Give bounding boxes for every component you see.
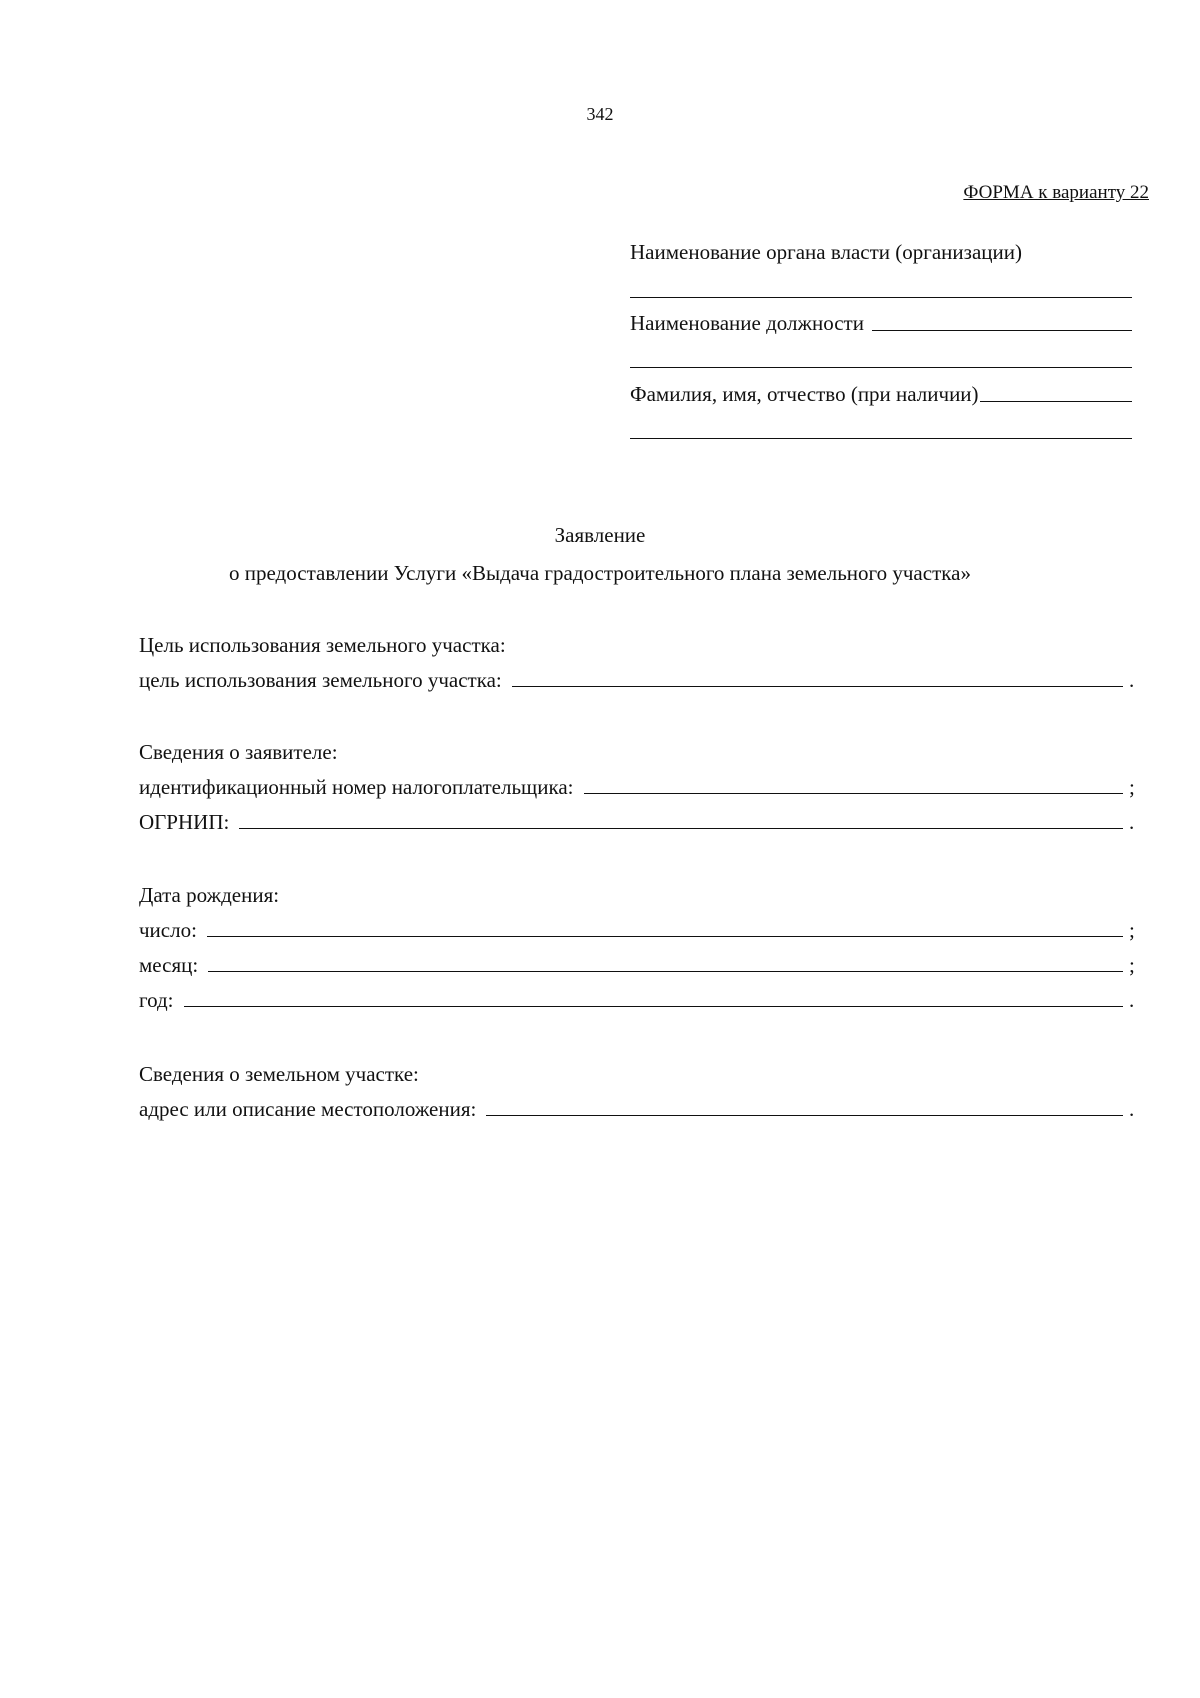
position-field-continuation[interactable] [630,367,1132,368]
month-field[interactable] [208,953,1123,972]
address-field[interactable] [486,1097,1123,1116]
document-subtitle: о предоставлении Услуги «Выдача градостроительного плана земельного участка» [229,561,971,585]
ogrnip-row [139,810,1137,835]
month-row [139,953,1137,978]
day-field[interactable] [207,918,1123,937]
page-number: 342 [586,104,614,124]
inn-end-mark: ; [1129,775,1135,799]
applicant-heading: Сведения о заявителе: [139,740,338,764]
birth-heading: Дата рождения: [139,883,280,907]
form-label: ФОРМА к варианту 22 [963,182,1149,203]
year-field[interactable] [184,988,1123,1007]
full-name-label: Фамилия, имя, отчество (при наличии) [630,382,979,406]
inn-row [139,775,1137,800]
address-label: адрес или описание местоположения: [139,1097,477,1121]
month-end-mark: ; [1129,953,1135,977]
land-heading: Сведения о земельном участке: [139,1062,419,1086]
position-field[interactable] [872,312,1132,331]
purpose-heading: Цель использования земельного участка: [139,633,506,657]
purpose-row [139,668,1137,693]
full-name-field-continuation[interactable] [630,438,1132,439]
inn-field[interactable] [584,775,1123,794]
full-name-row [630,382,1132,407]
full-name-field[interactable] [980,383,1132,402]
authority-name-label: Наименование органа власти (организации) [630,240,1022,264]
inn-label: идентификационный номер налогоплательщика: [139,775,574,799]
month-label: месяц: [139,953,199,977]
purpose-end-mark: . [1129,668,1135,692]
day-end-mark: ; [1129,918,1135,942]
authority-name-field[interactable] [630,297,1132,298]
position-row [630,311,1132,336]
day-label: число: [139,918,197,942]
year-row [139,988,1137,1013]
purpose-label: цель использования земельного участка: [139,668,502,692]
position-label: Наименование должности [630,311,864,335]
ogrnip-field[interactable] [239,810,1123,829]
year-label: год: [139,988,174,1012]
document-title: Заявление [554,523,646,547]
day-row [139,918,1137,943]
purpose-field[interactable] [512,668,1123,687]
address-row [139,1097,1137,1122]
ogrnip-end-mark: . [1129,810,1135,834]
address-end-mark: . [1129,1097,1135,1121]
year-end-mark: . [1129,988,1135,1012]
ogrnip-label: ОГРНИП: [139,810,230,834]
